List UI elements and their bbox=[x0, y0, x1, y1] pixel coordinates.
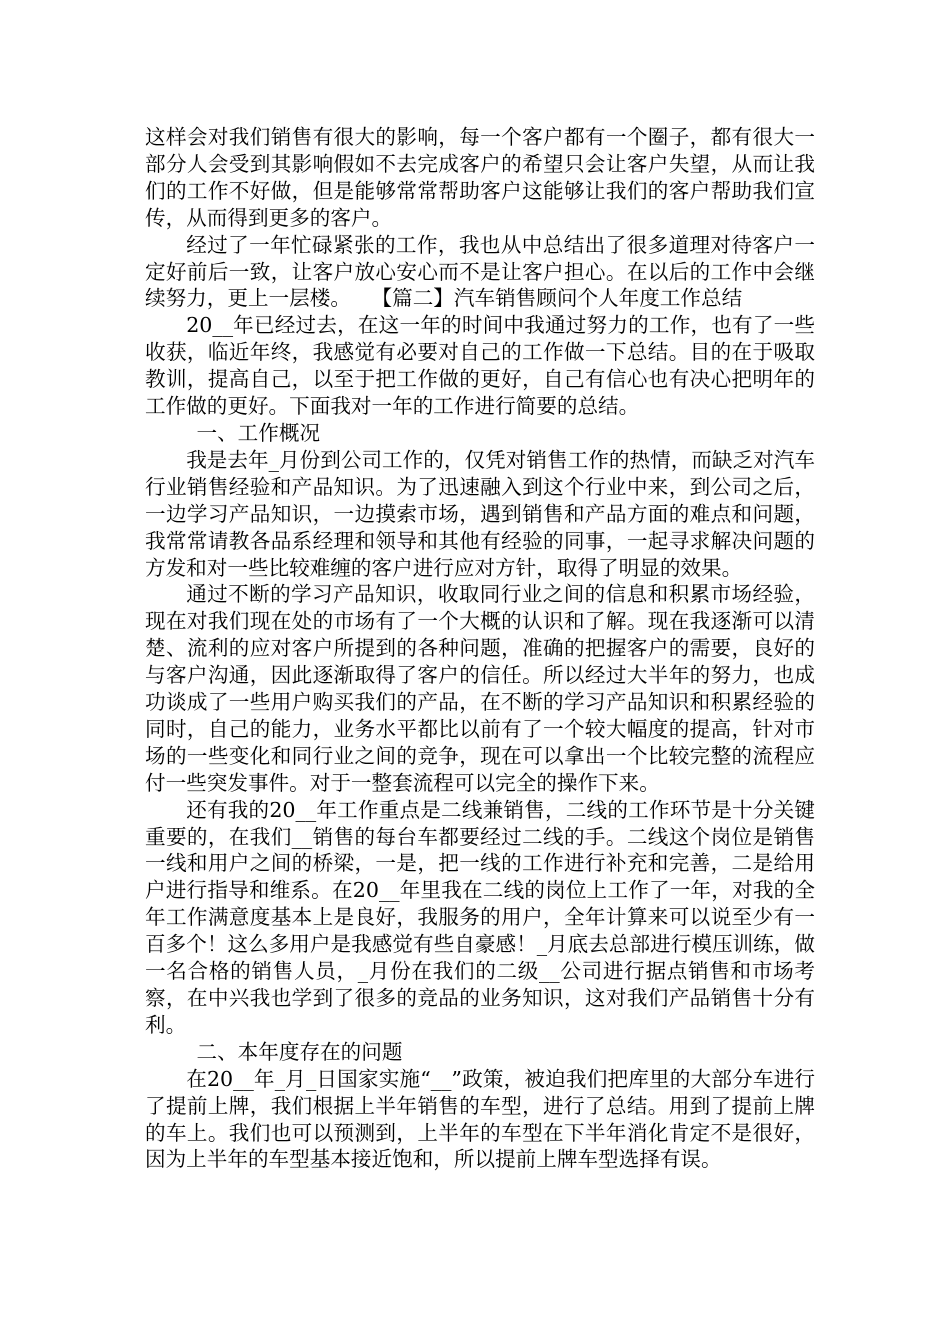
paragraph-joining-company: 我是去年_月份到公司工作的，仅凭对销售工作的热情，而缺乏对汽车行业销售经验和产品知识。为了迅速融入到这个行业中来，到公司之后，一边学习产品知识，一边摸索市场，遇到销售和产品方面的难点和问题，我常常请教各品系经理和领导和其他有经验的同事，一起寻求解决问题的方发和对一些比较难缠的客户进行应对方针，取得了明显的效果。 bbox=[145, 447, 815, 580]
paragraph-policy-problem: 在20__年_月_日国家实施“__”政策，被迫我们把库里的大部分车进行了提前上牌，我们根据上半年销售的车型，进行了总结。用到了提前上牌的车上。我们也可以预测到，上半年的车型在下半年消化肯定不是很好，因为上半年的车型基本接近饱和，所以提前上牌车型选择有误。 bbox=[145, 1066, 815, 1172]
section-heading-problems: 二、本年度存在的问题 bbox=[196, 1039, 403, 1064]
paragraph-second-line-work: 还有我的20__年工作重点是二线兼销售，二线的工作环节是十分关键重要的，在我们__销售的每台车都要经过二线的手。二线这个岗位是销售一线和用户之间的桥梁，一是，把一线的工作进行补充和完善，二是给用户进行指导和维系。在20__年里我在二线的岗位上工作了一年，对我的全年工作满意度基本上是良好，我服务的用户，全年计算来可以说至少有一百多个！这么多用户是我感觉有些自豪感！_月底去总部进行模压训练，做一名合格的销售人员，_月份在我们的二级__公司进行据点销售和市场考察，在中兴我也学到了很多的竞品的业务知识，这对我们产品销售十分有利。 bbox=[145, 797, 815, 1037]
paragraph-continued: 这样会对我们销售有很大的影响，每一个客户都有一个圈子，都有很大一部分人会受到其影响假如不去完成客户的希望只会让客户失望，从而让我们的工作不好做，但是能够常常帮助客户这能够让我们的客户帮助我们宣传，从而得到更多的客户。 bbox=[145, 125, 815, 230]
paragraph-summary-intro: 经过了一年忙碌紧张的工作，我也从中总结出了很多道理对待客户一定好前后一致，让客户放心安心而不是让客户担心。在以后的工作中会继续努力，更上一层楼。 【篇二】汽车销售顾问个人年度工作总结 bbox=[145, 232, 815, 311]
paragraph-learning-progress: 通过不断的学习产品知识，收取同行业之间的信息和积累市场经验，现在对我们现在处的市场有了一个大概的认识和了解。现在我逐渐可以清楚、流利的应对客户所提到的各种问题，准确的把握客户的需要，良好的与客户沟通，因此逐渐取得了客户的信任。所以经过大半年的努力，也成功谈成了一些用户购买我们的产品，在不断的学习产品知识和积累经验的同时，自己的能力，业务水平都比以前有了一个较大幅度的提高，针对市场的一些变化和同行业之间的竞争，现在可以拿出一个比较完整的流程应付一些突发事件。对于一整套流程可以完全的操作下来。 bbox=[145, 582, 815, 795]
document-body bbox=[145, 124, 815, 1173]
section-heading-work-overview: 一、工作概况 bbox=[196, 420, 321, 445]
paragraph-year-overview: 20__年已经过去，在这一年的时间中我通过努力的工作，也有了一些收获，临近年终，我感觉有必要对自己的工作做一下总结。目的在于吸取教训，提高自己，以至于把工作做的更好，自己有信心也有决心把明年的工作做的更好。下面我对一年的工作进行简要的总结。 bbox=[145, 313, 815, 419]
